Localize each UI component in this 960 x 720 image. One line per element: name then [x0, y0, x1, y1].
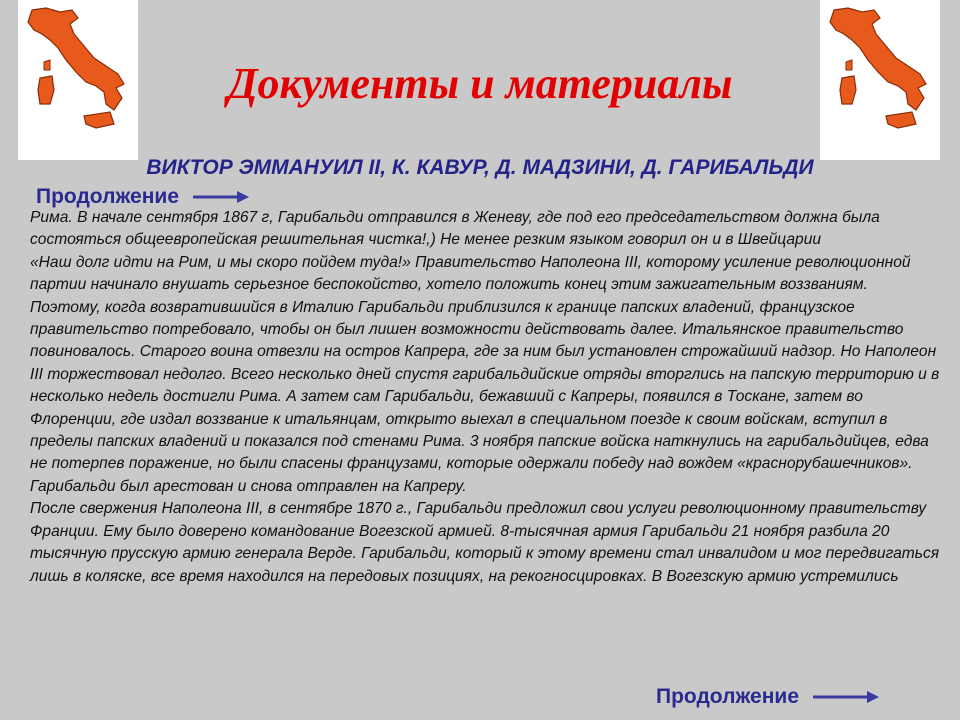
paragraph: После свержения Наполеона III, в сентябре 1870 г., Гарибальди предложил свои услуги революционному правительству Франции. Ему было доверено командование Вогезской армией. 8-тысячная армия Гарибальди 21 ноября разбила 20 тысячную прусскую армию генерала Верде. Гарибальди, который к этому времени стал инвалидом и мог передвигаться лишь в коляске, все время находился на передовых позициях, на рекогносцировках. В Вогезскую армию устремились [30, 500, 940, 585]
page-subtitle: ВИКТОР ЭММАНУИЛ II, К. КАВУР, Д. МАДЗИНИ, Д. ГАРИБАЛЬДИ [146, 156, 814, 179]
continue-top-link[interactable] [36, 185, 249, 209]
paragraph: Рима. В начале сентября 1867 г, Гарибальди отправился в Женеву, где под его председательством должна была состояться общеевропейская решительная чистка!,) Не менее резким языком говорил он и в Швейцарии [30, 209, 880, 249]
continue-bottom-link[interactable] [656, 685, 879, 709]
arrow-right-icon [193, 191, 249, 203]
document-text [30, 207, 942, 588]
arrow-right-icon [813, 691, 879, 703]
paragraph: «Наш долг идти на Рим, и мы скоро пойдем туда!» Правительство Наполеона III, которому усиление революционной партии начинало внушать серьезное беспокойство, хотело положить конец этим зажигательным воззваниям. Поэтому, когда возвратившийся в Италию Гарибальди приблизился к границе папских владений, французское правительство потребовало, чтобы он был лишен возможности действовать далее. Итальянское правительство повиновалось. Старого воина отвезли на остров Капрера, где за ним был установлен строжайший надзор. Но Наполеон III торжествовал недолго. Всего несколько дней спустя гарибальдийские отряды вторглись на папскую территорию и в несколько недель достигли Рима. А затем сам Гарибальди, бежавший с Капреры, появился в Тоскане, затем во Флоренции, где издал воззвание к итальянцам, открыто выехал в специальном поезде к своим войскам, вступил в пределы папских владений и показался под стенами Рима. 3 ноября папские войска наткнулись на гарибальдийцев, едва не потерпев поражение, но были спасены французами, которые одержали победу над вождем «краснорубашечников». Гарибальди был арестован и снова отправлен на Капреру. [30, 253, 940, 495]
continue-bottom-label: Продолжение [656, 685, 800, 708]
page-title: Документы и материалы [227, 59, 733, 108]
continue-top-label: Продолжение [36, 185, 180, 208]
